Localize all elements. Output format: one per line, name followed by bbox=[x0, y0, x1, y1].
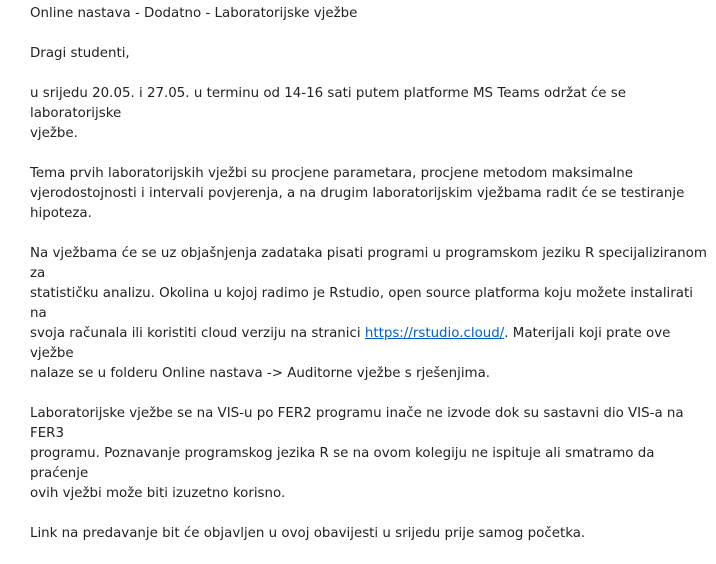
text-line: nalaze se u folderu Online nastava -> Auditorne vježbe s rješenjima. bbox=[30, 366, 491, 381]
text-line: Laboratorijske vježbe se na VIS-u po FER2 programu inače ne izvode dok su sastavni dio VIS-a na FER3 bbox=[30, 406, 684, 441]
text-line: vjerodostojnosti i intervali povjerenja, a na drugim laboratorijskim vježbama radit će se testiranje bbox=[30, 186, 685, 201]
text-line: hipoteza. bbox=[30, 206, 92, 221]
rstudio-cloud-link[interactable]: https://rstudio.cloud/ bbox=[364, 326, 505, 341]
text-line: Link na predavanje bit će objavljen u ovoj obavijesti u srijedu prije samog početka. bbox=[30, 526, 586, 541]
text-fragment: . Materijali koji prate ove vježbe bbox=[30, 326, 671, 361]
text-line: statističku analizu. Okolina u kojoj radimo je Rstudio, open source platforma koju možete instalirati na bbox=[30, 286, 693, 321]
text-line: ovih vježbi može biti izuzetno korisno. bbox=[30, 486, 286, 501]
text-line: u srijedu 20.05. i 27.05. u terminu od 14-16 sati putem platforme MS Teams održat će se laboratorijske bbox=[30, 86, 626, 121]
paragraph-link-notice bbox=[30, 524, 710, 544]
text-line: vježbe. bbox=[30, 126, 78, 141]
greeting: Dragi studenti, bbox=[30, 46, 130, 61]
announcement-body bbox=[30, 4, 710, 564]
paragraph-schedule bbox=[30, 84, 710, 144]
text-fragment: svoja računala ili koristiti cloud verziju na stranici bbox=[30, 326, 365, 341]
paragraph-topics bbox=[30, 164, 710, 224]
text-line: Na vježbama će se uz objašnjenja zadataka pisati programi u programskom jeziku R specijaliziranom za bbox=[30, 246, 707, 281]
announcement-title: Online nastava - Dodatno - Laboratorijske vježbe bbox=[30, 6, 358, 21]
text-line bbox=[30, 324, 710, 364]
paragraph-curriculum bbox=[30, 404, 710, 504]
text-line: programu. Poznavanje programskog jezika R se na ovom kolegiju ne ispituje ali smatramo da praćenje bbox=[30, 446, 655, 481]
text-line: Tema prvih laboratorijskih vježbi su procjene parametara, procjene metodom maksimalne bbox=[30, 166, 633, 181]
paragraph-tools bbox=[30, 244, 710, 384]
